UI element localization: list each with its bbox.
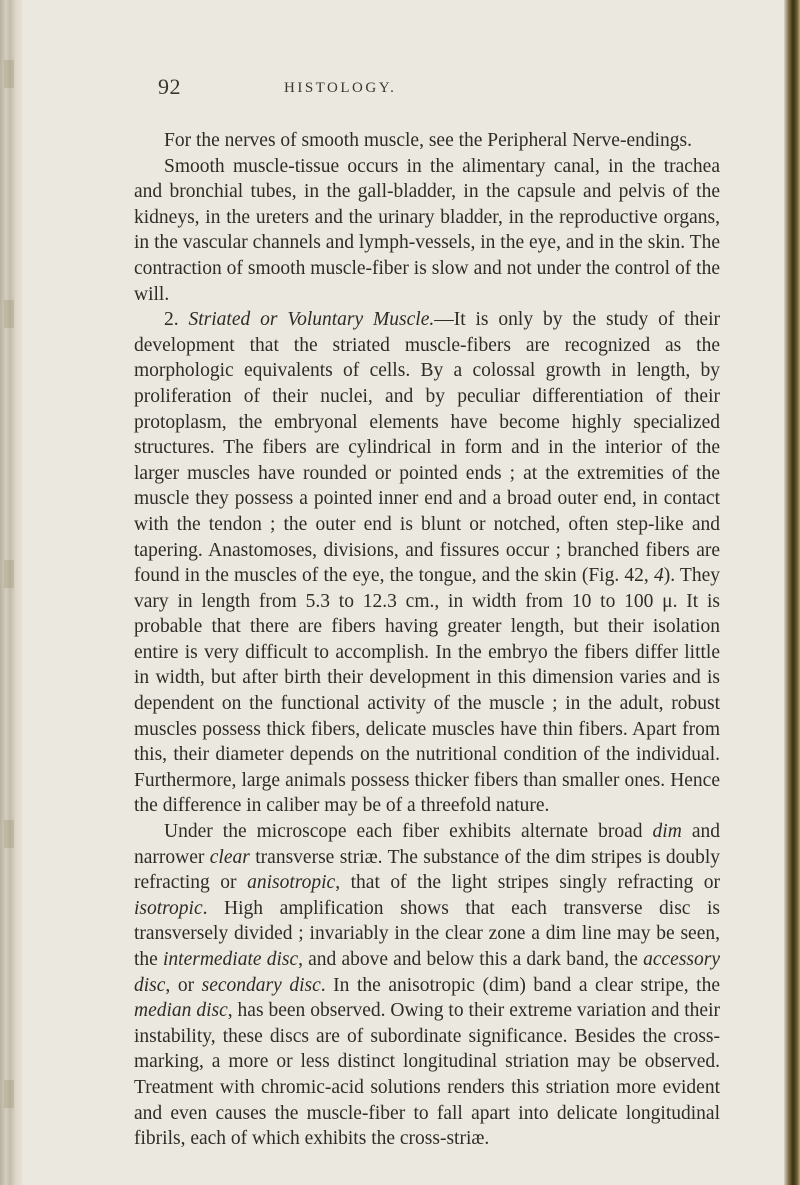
- italic-term: secondary disc: [201, 974, 321, 996]
- italic-term: intermediate disc: [162, 949, 299, 970]
- book-binding-edge: [0, 0, 22, 1185]
- italic-term: clear: [209, 846, 250, 868]
- text-run: —It is only by the study of their development that the striated muscle-fibers are recognized as the morphologic equivalents of cells. By a colossal growth in length, by proliferation of their nuclei, and by peculiar differentiation of their protoplasm, the embryonal elements have become highly specialized structures. The fibers are cylindrical in form and in the interior of the larger muscles have rounded or pointed ends ; at the extremities of the muscle they possess a pointed inner end and a broad outer end, in contact with the tendon ; the outer end is blunt or notched, often step-like and tapering. Anastomoses, divisions, and fissures occur ; branched fibers are found in the muscles of the eye, the tongue, and the skin (Fig. 42,: [134, 309, 720, 587]
- text-run: Smooth muscle-tissue occurs in the alimentary canal, in the trachea and bronchial tubes, in the gall-bladder, in the capsule and pelvis of the kidneys, in the ureters and the urinary bladder, in the reproductive organs, in the vascular channels and lymph-vessels, in the eye, and in the skin. The contraction of smooth muscle-fiber is slow and not under the control of the will.: [134, 155, 720, 305]
- page-number: 92: [158, 74, 181, 99]
- text-run: 2.: [164, 309, 189, 331]
- text-run: transverse striæ. The substance of the dim stripes is doubly refracting or: [134, 846, 721, 894]
- paragraph: [134, 307, 720, 819]
- italic-term: anisotropic: [247, 872, 336, 894]
- text-run: . High amplification shows that each transverse disc is transversely divided ; invariably in the clear zone a dim line may be seen, the: [134, 897, 720, 970]
- paragraph: [134, 819, 720, 1152]
- italic-term: 4: [653, 565, 664, 587]
- text-run: , and above and below this a dark band, the: [298, 949, 644, 970]
- text-run: ). They vary in length from 5.3 to 12.3 cm., in width from 10 to 100 μ. It is probable that there are fibers having greater length, but their isolation entire is very difficult to accomplish. In the embryo the fibers differ little in width, but after birth their development in this dimension varies and is dependent on the functional activity of the muscle ; in the adult, robust muscles possess thick fibers, delicate muscles have thin fibers. Apart from this, their diameter depends on the nutritional condition of the individual. Furthermore, large animals possess thicker fibers than smaller ones. Hence the difference in caliber may be of a threefold nature.: [134, 565, 720, 817]
- italic-term: accessory disc: [134, 949, 721, 996]
- text-run: Under the microscope each fiber exhibits alternate broad: [164, 821, 653, 843]
- body-text: [134, 128, 720, 1152]
- text-run: For the nerves of smooth muscle, see the Peripheral Nerve-endings.: [164, 130, 692, 151]
- italic-term: median disc: [134, 1000, 228, 1022]
- text-run: , that of the light stripes singly refracting or: [335, 872, 721, 894]
- text-run: . In the anisotropic (dim) band a clear stripe, the: [320, 974, 721, 996]
- running-head: [0, 74, 800, 104]
- italic-term: Striated or Voluntary Muscle.: [188, 309, 435, 331]
- italic-term: dim: [652, 821, 682, 843]
- paragraph: [134, 154, 720, 308]
- text-run: , or: [165, 974, 202, 996]
- page-fore-edge: [784, 0, 800, 1185]
- text-run: , has been observed. Owing to their extreme variation and their instability, these discs are of subordinate significance. Besides the cross-marking, a more or less distinct longitudinal striation may be observed. Treatment with chromic-acid solutions renders this striation more evident and even causes the muscle-fiber to fall apart into delicate longitudinal fibrils, each of which exhibits the cross-striæ.: [134, 1000, 720, 1150]
- text-run: and narrower: [134, 821, 720, 868]
- paragraph: [134, 128, 720, 154]
- running-head-title: HISTOLOGY.: [284, 80, 397, 96]
- italic-term: isotropic: [134, 897, 203, 919]
